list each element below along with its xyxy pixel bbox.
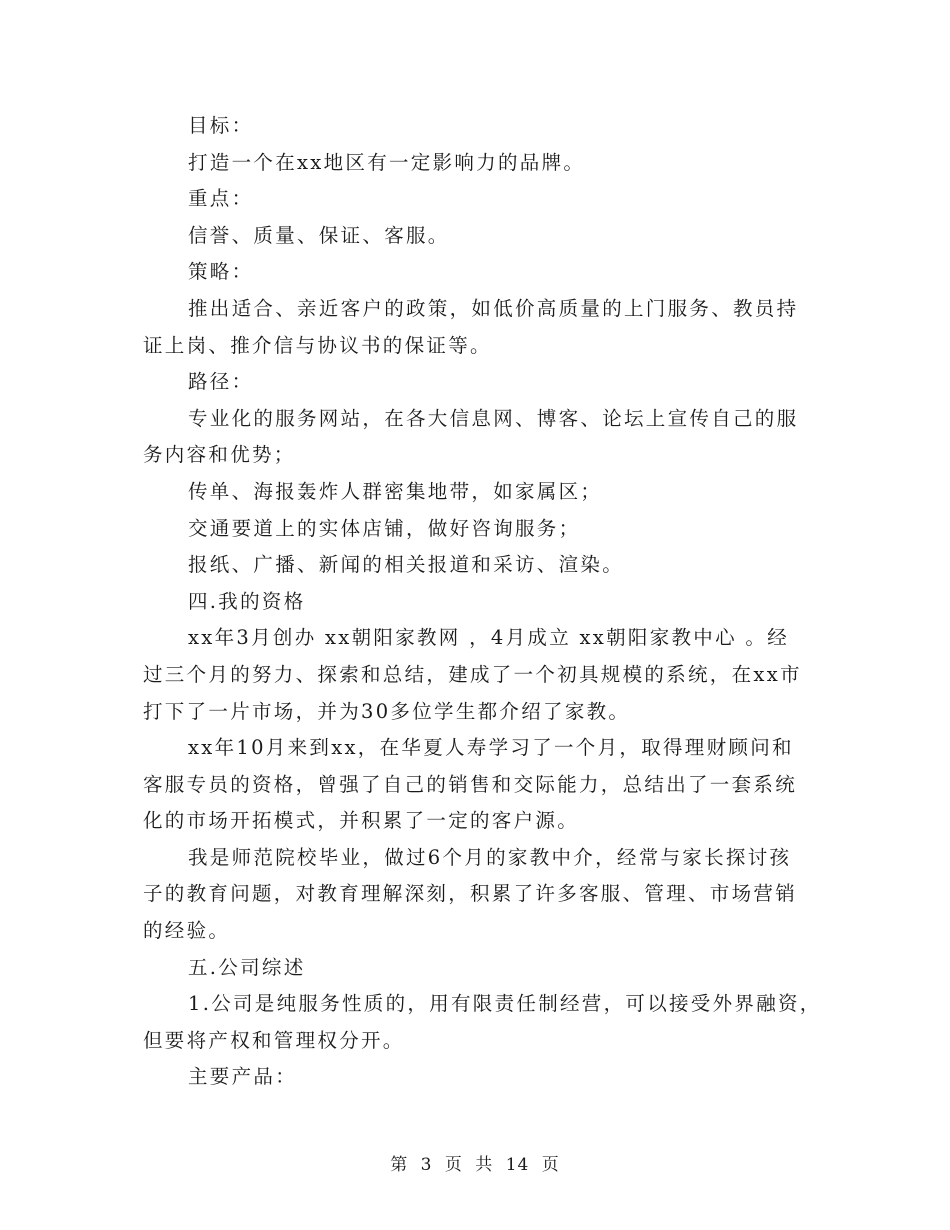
paragraph-line: 但要将产权和管理权分开。 [143, 1028, 405, 1052]
paragraph-line: xx年10月来到xx，在华夏人寿学习了一个月，取得理财顾问和 [188, 736, 794, 760]
paragraph-line: 信誉、质量、保证、客服。 [188, 223, 450, 247]
section-heading-company-overview: 五.公司综述 [188, 955, 306, 979]
heading-main-products: 主要产品： [188, 1065, 298, 1089]
page-body [143, 108, 822, 1096]
paragraph-line: 打造一个在xx地区有一定影响力的品牌。 [188, 150, 586, 174]
paragraph-line: 推出适合、亲近客户的政策，如低价高质量的上门服务、教员持 [188, 296, 799, 320]
paragraph-line: 交通要道上的实体店铺，做好咨询服务； [188, 516, 581, 540]
paragraph-line: 证上岗、推介信与协议书的保证等。 [143, 333, 492, 357]
paragraph-line: 报纸、广播、新闻的相关报道和采访、渲染。 [188, 553, 625, 577]
paragraph-line: 客服专员的资格，曾强了自己的销售和交际能力，总结出了一套系统 [143, 772, 798, 796]
heading-path: 路径： [188, 370, 254, 394]
paragraph-line: 化的市场开拓模式，并积累了一定的客户源。 [143, 809, 580, 833]
heading-strategy: 策略： [188, 260, 254, 284]
section-heading-qualifications: 四.我的资格 [188, 589, 306, 613]
paragraph-line: 子的教育问题，对教育理解深刻，积累了许多客服、管理、市场营销 [143, 882, 798, 906]
heading-focus: 重点： [188, 187, 254, 211]
page-number-footer: 第 3 页 共 14 页 [390, 1155, 560, 1175]
paragraph-line: 专业化的服务网站，在各大信息网、博客、论坛上宣传自己的服 [188, 406, 799, 430]
paragraph-line: 打下了一片市场，并为30多位学生都介绍了家教。 [143, 699, 631, 723]
paragraph-line: xx年3月创办 xx朝阳家教网 ，4月成立 xx朝阳家教中心 。经 [188, 626, 789, 650]
paragraph-line: 过三个月的努力、探索和总结，建成了一个初具规模的系统，在xx市 [143, 662, 802, 686]
paragraph-line: 的经验。 [143, 919, 231, 943]
paragraph-line: 我是师范院校毕业，做过6个月的家教中介，经常与家长探讨孩 [188, 845, 792, 869]
heading-goal: 目标： [188, 114, 254, 137]
paragraph-line: 传单、海报轰炸人群密集地带，如家属区； [188, 479, 603, 503]
paragraph-line: 务内容和优势； [143, 443, 296, 467]
paragraph-line: 1.公司是纯服务性质的，用有限责任制经营，可以接受外界融资， [188, 992, 822, 1016]
